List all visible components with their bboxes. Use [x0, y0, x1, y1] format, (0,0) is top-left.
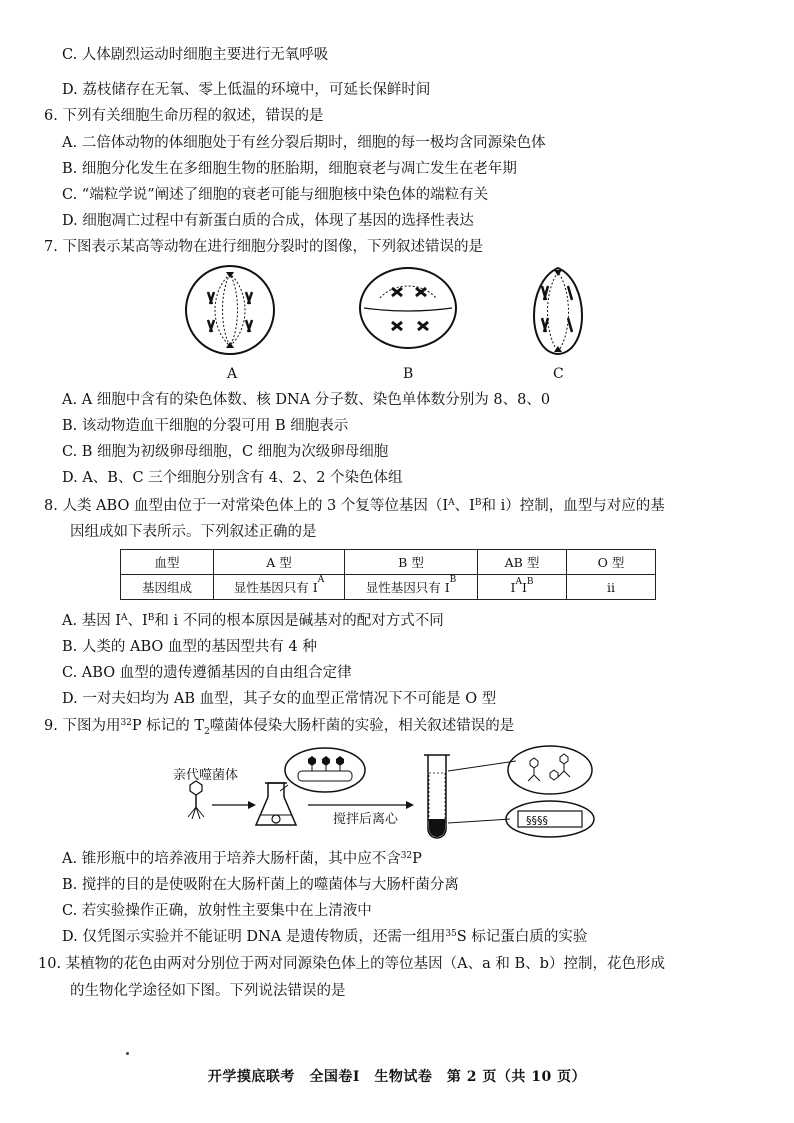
- cell-text: I: [521, 579, 527, 595]
- q8-text: 8. 人类 ABO 血型由位于一对常染色体上的 3 个复等位基因（I: [44, 498, 449, 514]
- sup-a: A: [515, 576, 522, 587]
- q9d-text: D. 仅凭图示实验并不能证明 DNA 是遗传物质，还需一组用: [62, 929, 446, 945]
- sup-b: B: [449, 575, 457, 585]
- option-6c: C. “端粒学说”阐述了细胞的衰老可能与细胞核中染色体的端粒有关: [62, 187, 489, 203]
- option-8c: C. ABO 血型的遗传遵循基因的自由组合定律: [62, 665, 352, 681]
- option-6d: D. 细胞凋亡过程中有新蛋白质的合成，体现了基因的选择性表达: [62, 213, 474, 229]
- sup-b: B: [526, 576, 534, 587]
- option-7d: D. A、B、C 三个细胞分别含有 4、2、2 个染色体组: [62, 470, 403, 486]
- test-tube-icon: [424, 755, 450, 838]
- cell-c-diagram: [534, 268, 582, 354]
- option-8a: [62, 611, 444, 631]
- figure-label-b: B: [403, 366, 414, 382]
- question-7: 7. 下图表示某高等动物在进行细胞分裂时的图像，下列叙述错误的是: [44, 239, 483, 255]
- sup-a: A: [448, 498, 455, 508]
- phage-icon: [188, 781, 204, 819]
- table-cell: [345, 575, 478, 600]
- table-row: [121, 575, 656, 600]
- q9d-text: S 标记蛋白质的实验: [456, 929, 588, 945]
- sup-32: 32: [120, 718, 132, 728]
- q9-text: 9. 下图为用: [44, 718, 121, 734]
- q9-text: 噬菌体侵染大肠杆菌的实验，相关叙述错误的是: [209, 718, 515, 734]
- cell-division-figure: [180, 262, 600, 362]
- option-line: D. 荔枝储存在无氧、零上低温的环境中，可延长保鲜时间: [62, 82, 431, 98]
- question-10: 10. 某植物的花色由两对分别位于两对同源染色体上的等位基因（A、a 和 B、b）控制，花色形成: [38, 956, 665, 972]
- q9a-text: P: [412, 851, 422, 867]
- question-6: 6. 下列有关细胞生命历程的叙述，错误的是: [44, 108, 324, 124]
- flask-icon: [256, 783, 296, 825]
- q8a-text: 和 i 不同的根本原因是碱基对的配对方式不同: [154, 613, 444, 629]
- option-9a: [62, 849, 422, 869]
- stir-centrifuge-label: 搅拌后离心: [333, 812, 399, 827]
- option-7a: A. A 细胞中含有的染色体数、核 DNA 分子数、染色单体数分别为 8、8、0: [62, 392, 551, 408]
- table-header: 血型: [121, 550, 214, 575]
- svg-text:§§§§: §§§§: [526, 814, 548, 827]
- table-header-row: [121, 550, 656, 575]
- option-8b: B. 人类的 ABO 血型的基因型共有 4 种: [62, 639, 317, 655]
- table-header: A 型: [214, 550, 345, 575]
- question-8-cont: 因组成如下表所示。下列叙述正确的是: [70, 524, 317, 540]
- scan-dot: [126, 1052, 129, 1055]
- option-7c: C. B 细胞为初级卵母细胞，C 细胞为次级卵母细胞: [62, 444, 389, 460]
- q8-text: 、I: [454, 498, 475, 514]
- question-9: [44, 716, 514, 742]
- cell-text: 显性基因只有 I: [365, 580, 450, 595]
- table-cell: [214, 575, 345, 600]
- sup-32: 32: [400, 851, 413, 861]
- precipitate-bubble: [448, 801, 594, 837]
- figure-label-a: A: [227, 366, 238, 382]
- table-cell: ii: [567, 575, 656, 600]
- infection-bubble: [280, 748, 365, 792]
- abo-blood-type-table: [120, 549, 656, 600]
- cell-a-diagram: [186, 266, 274, 354]
- option-9d: [62, 927, 587, 947]
- option-line: C. 人体剧烈运动时细胞主要进行无氧呼吸: [62, 47, 329, 63]
- option-7b: B. 该动物造血干细胞的分裂可用 B 细胞表示: [62, 418, 349, 434]
- q8a-text: 、I: [127, 613, 148, 629]
- page-footer: 开学摸底联考 全国卷Ⅰ 生物试卷 第 2 页（共 10 页）: [207, 1069, 587, 1085]
- parent-phage-label: 亲代噬菌体: [173, 768, 239, 783]
- q9-text: P 标记的 T: [131, 718, 205, 734]
- table-header: B 型: [345, 550, 478, 575]
- sup-b: B: [147, 613, 155, 623]
- sup-a: A: [121, 613, 128, 623]
- table-cell: 基因组成: [121, 575, 214, 600]
- sup-35: 35: [445, 929, 457, 939]
- sup-a: A: [317, 575, 325, 585]
- option-8d: D. 一对夫妇均为 AB 血型，其子女的血型正常情况下不可能是 O 型: [62, 691, 497, 707]
- option-6a: A. 二倍体动物的体细胞处于有丝分裂后期时，细胞的每一极均含同源染色体: [62, 135, 546, 151]
- question-8: [44, 496, 665, 516]
- q9a-text: A. 锥形瓶中的培养液用于培养大肠杆菌，其中应不含: [62, 851, 401, 867]
- sub-2: 2: [204, 726, 210, 737]
- option-9b: B. 搅拌的目的是使吸附在大肠杆菌上的噬菌体与大肠杆菌分离: [62, 877, 459, 893]
- option-9c: C. 若实验操作正确，放射性主要集中在上清液中: [62, 903, 372, 919]
- question-10-cont: 的生物化学途径如下图。下列说法错误的是: [70, 983, 346, 999]
- option-6b: B. 细胞分化发生在多细胞生物的胚胎期，细胞衰老与凋亡发生在老年期: [62, 161, 517, 177]
- figure-label-c: C: [553, 366, 564, 382]
- q8a-text: A. 基因 I: [62, 613, 122, 629]
- phage-experiment-figure: [170, 745, 600, 845]
- supernatant-bubble: [448, 746, 592, 794]
- table-header: O 型: [567, 550, 656, 575]
- table-cell: [478, 575, 567, 600]
- cell-text: 显性基因只有 I: [233, 580, 318, 595]
- sup-b: B: [474, 498, 482, 508]
- cell-text: I: [510, 579, 516, 595]
- q8-text: 和 i）控制，血型与对应的基: [481, 498, 665, 514]
- table-header: AB 型: [478, 550, 567, 575]
- cell-b-diagram: [360, 268, 456, 348]
